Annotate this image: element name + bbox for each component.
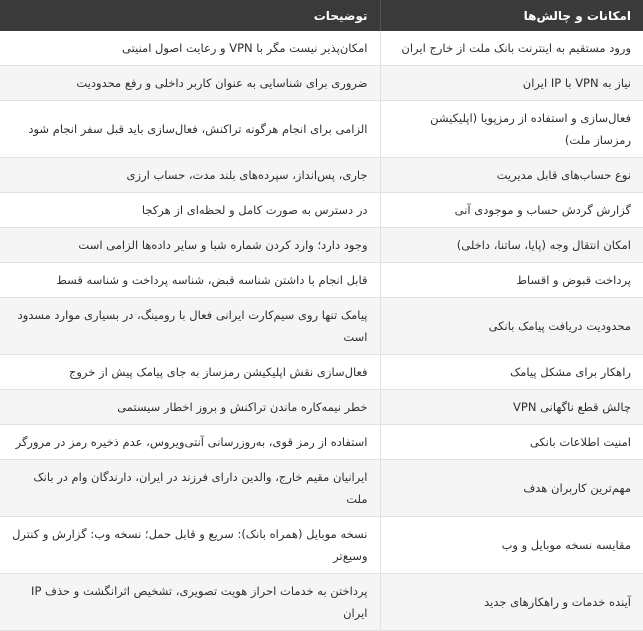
description-cell: در دسترس به صورت کامل و لحظه‌ای از هرکجا: [0, 193, 380, 228]
description-cell: امکان‌پذیر نیست مگر با VPN و رعایت اصول امنیتی: [0, 31, 380, 66]
table-row: [0, 574, 643, 631]
feature-cell: مهم‌ترین کاربران هدف: [380, 460, 643, 517]
feature-cell: امنیت اطلاعات بانکی: [380, 425, 643, 460]
table-row: [0, 31, 643, 66]
description-cell: نسخه موبایل (همراه بانک): سریع و قابل حمل؛ نسخه وب: گزارش و کنترل وسیع‌تر: [0, 517, 380, 574]
feature-cell: نیاز به VPN با IP ایران: [380, 66, 643, 101]
description-cell: قابل انجام با داشتن شناسه قبض، شناسه پرداخت و شناسه قسط: [0, 263, 380, 298]
feature-cell: راهکار برای مشکل پیامک: [380, 355, 643, 390]
description-cell: پیامک تنها روی سیم‌کارت ایرانی فعال با رومینگ، در بسیاری موارد مسدود است: [0, 298, 380, 355]
description-cell: پرداختن به خدمات احراز هویت تصویری، تشخیص اثرانگشت و حذف IP ایران: [0, 574, 380, 631]
table-row: [0, 390, 643, 425]
description-cell: ایرانیان مقیم خارج، والدین دارای فرزند در ایران، دارندگان وام در بانک ملت: [0, 460, 380, 517]
table-body: [0, 31, 643, 631]
table-row: [0, 101, 643, 158]
table-row: [0, 517, 643, 574]
header-description: توضیحات: [0, 0, 380, 31]
description-cell: استفاده از رمز قوی، به‌روزرسانی آنتی‌ویروس، عدم ذخیره رمز در مرورگر: [0, 425, 380, 460]
description-cell: فعال‌سازی نقش اپلیکیشن رمزساز به جای پیامک پیش از خروج: [0, 355, 380, 390]
table-row: [0, 193, 643, 228]
feature-cell: نوع حساب‌های قابل مدیریت: [380, 158, 643, 193]
table-row: [0, 66, 643, 101]
header-row: [0, 0, 643, 31]
feature-cell: آینده خدمات و راهکارهای جدید: [380, 574, 643, 631]
table-row: [0, 263, 643, 298]
description-cell: ضروری برای شناسایی به عنوان کاربر داخلی و رفع محدودیت: [0, 66, 380, 101]
feature-cell: امکان انتقال وجه (پایا، ساتنا، داخلی): [380, 228, 643, 263]
table-row: [0, 158, 643, 193]
header-features: امکانات و چالش‌ها: [380, 0, 643, 31]
feature-cell: محدودیت دریافت پیامک بانکی: [380, 298, 643, 355]
feature-cell: مقایسه نسخه موبایل و وب: [380, 517, 643, 574]
feature-cell: ورود مستقیم به اینترنت بانک ملت از خارج ایران: [380, 31, 643, 66]
table-row: [0, 355, 643, 390]
description-cell: الزامی برای انجام هرگونه تراکنش، فعال‌سازی باید قبل سفر انجام شود: [0, 101, 380, 158]
feature-cell: فعال‌سازی و استفاده از رمزپویا (اپلیکیشن رمزساز ملت): [380, 101, 643, 158]
table-header: [0, 0, 643, 31]
feature-cell: چالش قطع ناگهانی VPN: [380, 390, 643, 425]
table-row: [0, 460, 643, 517]
table-row: [0, 228, 643, 263]
description-cell: جاری، پس‌انداز، سپرده‌های بلند مدت، حساب ارزی: [0, 158, 380, 193]
description-cell: خطر نیمه‌کاره ماندن تراکنش و بروز اخطار سیستمی: [0, 390, 380, 425]
table-row: [0, 425, 643, 460]
description-cell: وجود دارد؛ وارد کردن شماره شبا و سایر داده‌ها الزامی است: [0, 228, 380, 263]
feature-cell: پرداخت قبوض و اقساط: [380, 263, 643, 298]
feature-cell: گزارش گردش حساب و موجودی آنی: [380, 193, 643, 228]
table-row: [0, 298, 643, 355]
